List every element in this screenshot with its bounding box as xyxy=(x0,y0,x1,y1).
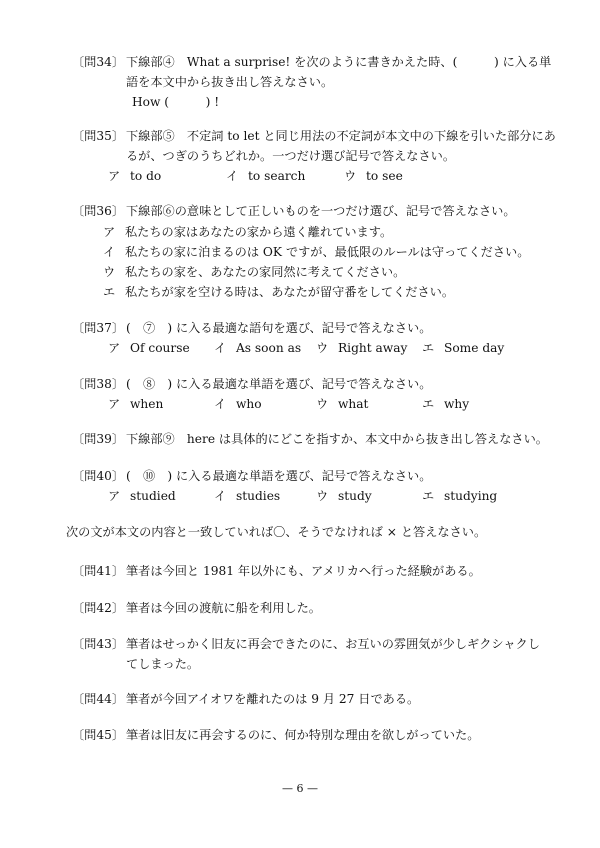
option-text: studies xyxy=(236,489,281,503)
question-38-options xyxy=(108,394,469,414)
question-number: 〔問41〕 xyxy=(72,564,125,578)
question-text: 筆者は今回の渡航に船を利用した。 xyxy=(126,601,321,615)
option-mark: イ xyxy=(226,169,239,183)
option-text: to see xyxy=(366,169,403,183)
option-mark: ア xyxy=(108,341,121,355)
question-36-option-b xyxy=(103,242,529,262)
question-number: 〔問40〕 xyxy=(72,469,125,483)
question-42 xyxy=(72,598,321,618)
option-mark: ア xyxy=(108,397,121,411)
option-text: studying xyxy=(444,489,498,503)
question-35-line2: るが、つぎのうちどれか。一つだけ選び記号で答えなさい。 xyxy=(126,149,456,163)
question-34 xyxy=(72,52,551,72)
option-mark: イ xyxy=(103,245,116,259)
option-text: study xyxy=(338,489,372,503)
question-37 xyxy=(72,318,431,338)
option-text: when xyxy=(130,397,164,411)
option-text: Some day xyxy=(444,341,505,355)
question-text: ( ⑧ ) に入る最適な単語を選び、記号で答えなさい。 xyxy=(126,377,432,391)
question-text: ( ⑩ ) に入る最適な単語を選び、記号で答えなさい。 xyxy=(126,469,432,483)
question-text: 下線部⑥の意味として正しいものを一つだけ選び、記号で答えなさい。 xyxy=(126,204,516,218)
option-mark: ウ xyxy=(103,265,116,279)
option-mark: エ xyxy=(103,285,116,299)
question-36 xyxy=(72,201,516,221)
option-text: Of course xyxy=(130,341,190,355)
question-39 xyxy=(72,429,548,449)
question-text: 下線部④ What a surprise! を次のように書きかえた時、( ) に入る単 xyxy=(126,55,552,69)
option-mark: エ xyxy=(422,341,435,355)
option-text: 私たちが家を空ける時は、あなたが留守番をしてください。 xyxy=(125,285,455,299)
question-43-line2: てしまった。 xyxy=(126,657,200,671)
question-number: 〔問39〕 xyxy=(72,432,125,446)
question-40-options xyxy=(108,486,497,506)
question-44 xyxy=(72,689,419,709)
option-mark: ア xyxy=(108,169,121,183)
question-41 xyxy=(72,561,481,581)
page-number: — 6 — xyxy=(282,782,318,795)
option-mark: エ xyxy=(422,489,435,503)
question-text: 下線部⑨ here は具体的にどこを指すか、本文中から抜き出し答えなさい。 xyxy=(126,432,548,446)
question-text: 筆者は今回と 1981 年以外にも、アメリカへ行った経験がある。 xyxy=(126,564,481,578)
question-37-options xyxy=(108,338,504,358)
option-mark: イ xyxy=(214,397,227,411)
option-mark: イ xyxy=(214,341,227,355)
question-36-option-a xyxy=(103,222,392,242)
option-text: why xyxy=(444,397,470,411)
question-38 xyxy=(72,374,431,394)
option-mark: ウ xyxy=(316,397,329,411)
question-number: 〔問38〕 xyxy=(72,377,125,391)
option-text: 私たちの家に泊まるのは OK ですが、最低限のルールは守ってください。 xyxy=(125,245,530,259)
question-number: 〔問37〕 xyxy=(72,321,125,335)
question-number: 〔問42〕 xyxy=(72,601,125,615)
question-text: 下線部⑤ 不定詞 to let と同じ用法の不定詞が本文中の下線を引いた部分にあ xyxy=(126,129,556,143)
question-number: 〔問43〕 xyxy=(72,637,125,651)
option-mark: ウ xyxy=(344,169,357,183)
question-43 xyxy=(72,634,540,654)
question-number: 〔問45〕 xyxy=(72,728,125,742)
option-text: 私たちの家を、あなたの家同然に考えてください。 xyxy=(125,265,406,279)
option-mark: ウ xyxy=(316,489,329,503)
option-mark: ア xyxy=(103,225,116,239)
option-text: to search xyxy=(248,169,306,183)
option-text: studied xyxy=(130,489,176,503)
question-text: 筆者はせっかく旧友に再会できたのに、お互いの雰囲気が少しギクシャクし xyxy=(126,637,540,651)
question-text: 筆者が今回アイオワを離れたのは 9 月 27 日である。 xyxy=(126,692,420,706)
question-number: 〔問34〕 xyxy=(72,55,125,69)
question-number: 〔問35〕 xyxy=(72,129,125,143)
option-text: As soon as xyxy=(236,341,302,355)
option-mark: ウ xyxy=(316,341,329,355)
question-34-line2: 語を本文中から抜き出し答えなさい。 xyxy=(126,75,334,89)
option-text: what xyxy=(338,397,369,411)
option-text: who xyxy=(236,397,262,411)
question-34-line3: How ( ) ! xyxy=(132,95,220,109)
question-number: 〔問36〕 xyxy=(72,204,125,218)
question-number: 〔問44〕 xyxy=(72,692,125,706)
question-35-options xyxy=(108,166,403,186)
option-text: Right away xyxy=(338,341,408,355)
question-45 xyxy=(72,725,479,745)
question-text: 筆者は旧友に再会するのに、何か特別な理由を欲しがっていた。 xyxy=(126,728,480,742)
question-36-option-d xyxy=(103,282,454,302)
option-text: 私たちの家はあなたの家から遠く離れています。 xyxy=(125,225,393,239)
question-35 xyxy=(72,126,556,146)
question-text: ( ⑦ ) に入る最適な語句を選び、記号で答えなさい。 xyxy=(126,321,432,335)
question-36-option-c xyxy=(103,262,405,282)
option-mark: エ xyxy=(422,397,435,411)
option-mark: ア xyxy=(108,489,121,503)
option-mark: イ xyxy=(214,489,227,503)
question-40 xyxy=(72,466,431,486)
section-instruction: 次の文が本文の内容と一致していれば〇、そうでなければ × と答えなさい。 xyxy=(66,525,487,539)
option-text: to do xyxy=(130,169,162,183)
